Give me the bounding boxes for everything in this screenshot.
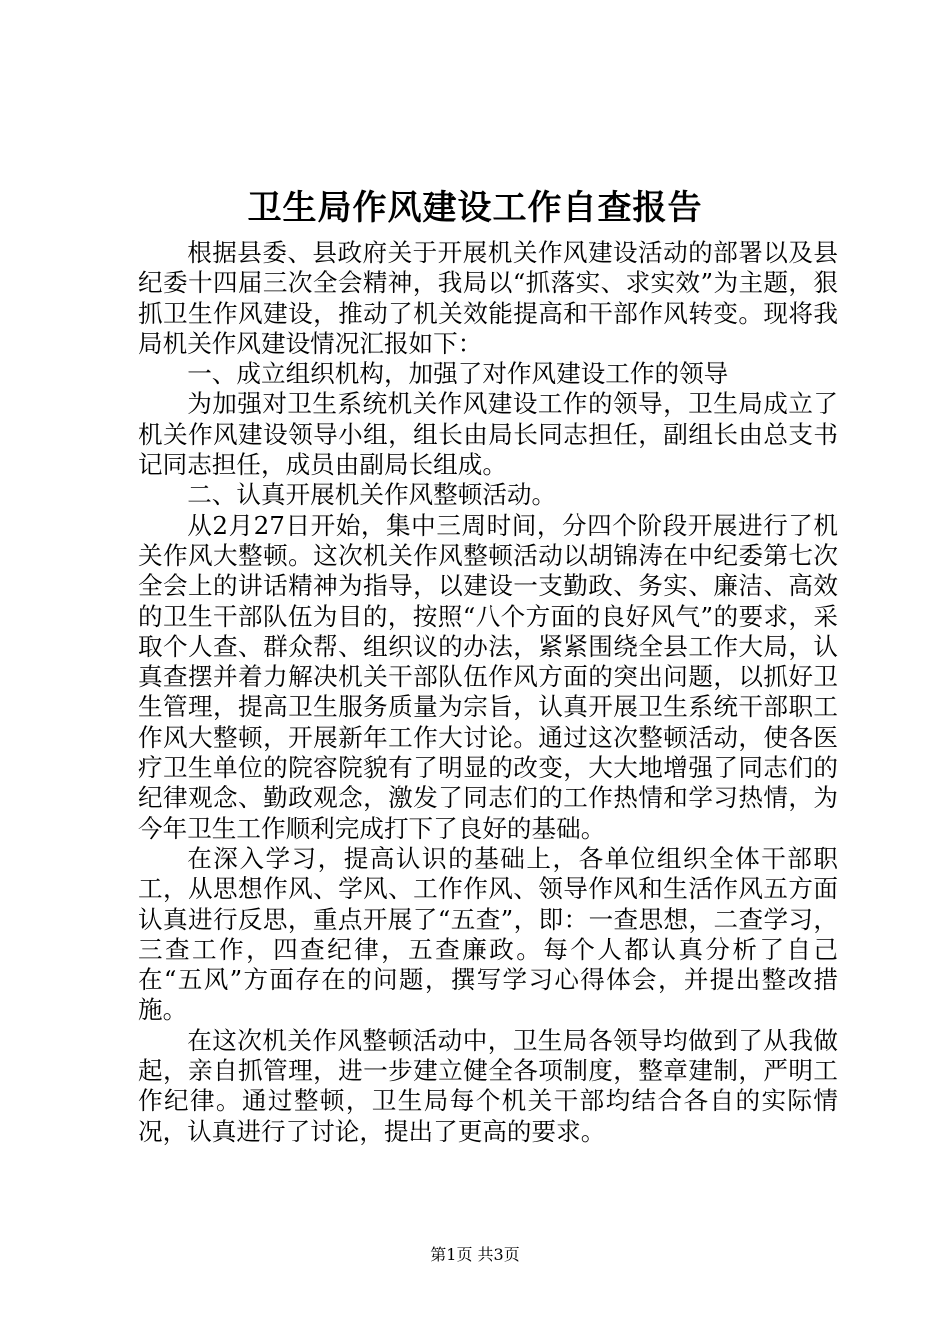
paragraph-section-1: 为加强对卫生系统机关作风建设工作的领导，卫生局成立了机关作风建设领导小组，组长由局长同志担任，副组长由总支书记同志担任，成员由副局长组成。 (138, 389, 838, 480)
heading-section-1: 一、成立组织机构，加强了对作风建设工作的领导 (187, 359, 729, 389)
paragraph-rectification: 从2月27日开始，集中三周时间，分四个阶段开展进行了机关作风大整顿。这次机关作风整顿活动以胡锦涛在中纪委第七次全会上的讲话精神为指导，以建设一支勤政、务实、廉洁、高效的卫生干部队伍为目的，按照“八个方面的良好风气”的要求，采取个人查、群众帮、组织议的办法，紧紧围绕全县工作大局，认真查摆并着力解决机关干部队伍作风方面的突出问题，以抓好卫生管理，提高卫生服务质量为宗旨，认真开展卫生系统干部职工作风大整顿，开展新年工作大讨论。通过这次整顿活动，使各医疗卫生单位的院容院貌有了明显的改变，大大地增强了同志们的纪律观念、勤政观念，激发了同志们的工作热情和学习热情，为今年卫生工作顺利完成打下了良好的基础。 (138, 510, 838, 843)
paragraph-intro: 根据县委、县政府关于开展机关作风建设活动的部署以及县纪委十四届三次全会精神，我局以“抓落实、求实效”为主题，狠抓卫生作风建设，推动了机关效能提高和干部作风转变。现将我局机关作风建设情况汇报如下： (138, 238, 838, 358)
document-title: 卫生局作风建设工作自查报告 (247, 188, 703, 228)
page-number-footer: 第1页 共3页 (430, 1245, 520, 1264)
paragraph-leadership: 在这次机关作风整顿活动中，卫生局各领导均做到了从我做起，亲自抓管理，进一步建立健全各项制度，整章建制，严明工作纪律。通过整顿，卫生局每个机关干部均结合各自的实际情况，认真进行了讨论，提出了更高的要求。 (138, 1025, 838, 1146)
paragraph-five-checks: 在深入学习，提高认识的基础上，各单位组织全体干部职工，从思想作风、学风、工作作风、领导作风和生活作风五方面认真进行反思，重点开展了“五查”，即：一查思想，二查学习，三查工作，四查纪律，五查廉政。每个人都认真分析了自己在“五风”方面存在的问题，撰写学习心得体会，并提出整改措施。 (138, 843, 838, 1025)
document-body (138, 238, 838, 1147)
heading-section-2: 二、认真开展机关作风整顿活动。 (187, 480, 557, 510)
